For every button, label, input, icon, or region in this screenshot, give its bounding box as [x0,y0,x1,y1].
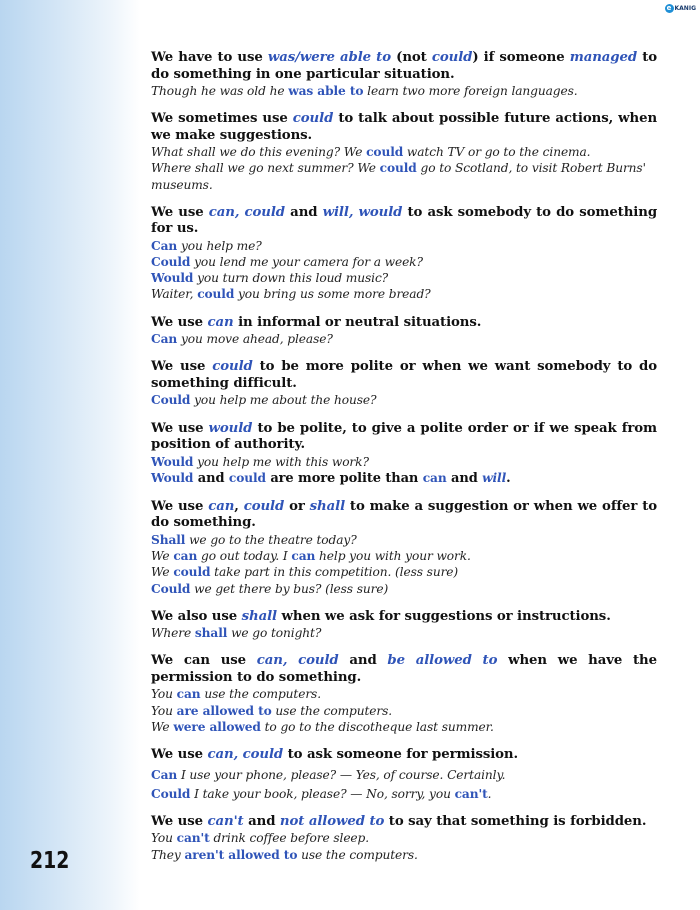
section-permission-have [151,653,657,735]
example-line: Can you help me? [151,238,262,253]
side-gradient-strip [0,0,140,910]
rule-text: We use would to be polite, to give a polite order or if we speak from position of authority. [151,420,657,453]
section-shall-instructions [151,609,657,642]
example-line: They aren't allowed to use the computers. [151,847,418,862]
example-line: Could you lend me your camera for a week? [151,255,423,270]
rule-text: We use can, could and will, would to ask somebody to do something for us. [151,204,658,237]
rule-text: We have to use was/were able to (not could) if someone managed to do something in one particular situation. [151,50,658,82]
section-suggestion-offer [151,499,657,597]
example-line: Waiter, could you bring us some more bread? [151,287,431,302]
rule-text: We use can, could or shall to make a suggestion or when we offer to do something. [151,498,658,531]
example-line: You can use the computers. [151,687,321,702]
example-line: Could we get there by bus? (less sure) [151,581,389,596]
example-line: We can go out today. I can help you with your work. [151,549,471,564]
example-line: Shall we go to the theatre today? [151,532,357,547]
example-line: Would and could are more polite than can and will. [151,470,511,486]
rule-text: We also use shall when we ask for suggestions or instructions. [151,608,611,624]
example-line: Where shall we go next summer? We could go to Scotland, to visit Robert Burns' museums. [151,161,646,192]
section-requests [151,205,657,303]
rule-text: We use can't and not allowed to to say that something is forbidden. [151,813,647,829]
example-line: We could take part in this competition. (less sure) [151,565,459,580]
example-line: Could I take your book, please? — No, sorry, you can't. [151,786,492,801]
example-line: We were allowed to go to the discotheque last summer. [151,719,494,734]
example-line: What shall we do this evening? We could watch TV or go to the cinema. [151,145,591,160]
example-line: Can you move ahead, please? [151,332,333,347]
example-line: Could you help me about the house? [151,393,377,408]
rule-text: We use can in informal or neutral situations. [151,314,482,330]
example-line: You can't drink coffee before sleep. [151,831,370,846]
section-polite-would [151,421,657,487]
section-informal [151,315,657,348]
section-ask-permission [151,747,657,802]
example-line: Where shall we go tonight? [151,626,322,641]
section-could-suggestions [151,111,657,193]
example-line: Though he was old he was able to learn two more foreign languages. [151,84,578,98]
page-content [151,50,657,875]
example-line: Can I use your phone, please? — Yes, of course. Certainly. [151,767,506,782]
example-line: Would you turn down this loud music? [151,271,389,286]
logo-text: KANIG [674,4,696,12]
example-line: Would you help me with this work? [151,454,369,469]
example-line: You are allowed to use the computers. [151,703,393,718]
rule-text: We use could to be more polite or when we want somebody to do something difficult. [151,359,658,391]
section-was-able-to [151,50,657,99]
rule-text: We sometimes use could to talk about possible future actions, when we make suggestions. [151,111,658,143]
page-number: 212 [30,848,70,874]
section-polite-could [151,359,657,408]
publisher-logo [665,2,696,14]
rule-text: We use can, could to ask someone for permission. [151,747,519,763]
rule-text: We can use can, could and be allowed to when we have the permission to do something. [151,653,657,685]
e-logo-icon: e [665,4,674,13]
section-forbidden [151,814,657,863]
